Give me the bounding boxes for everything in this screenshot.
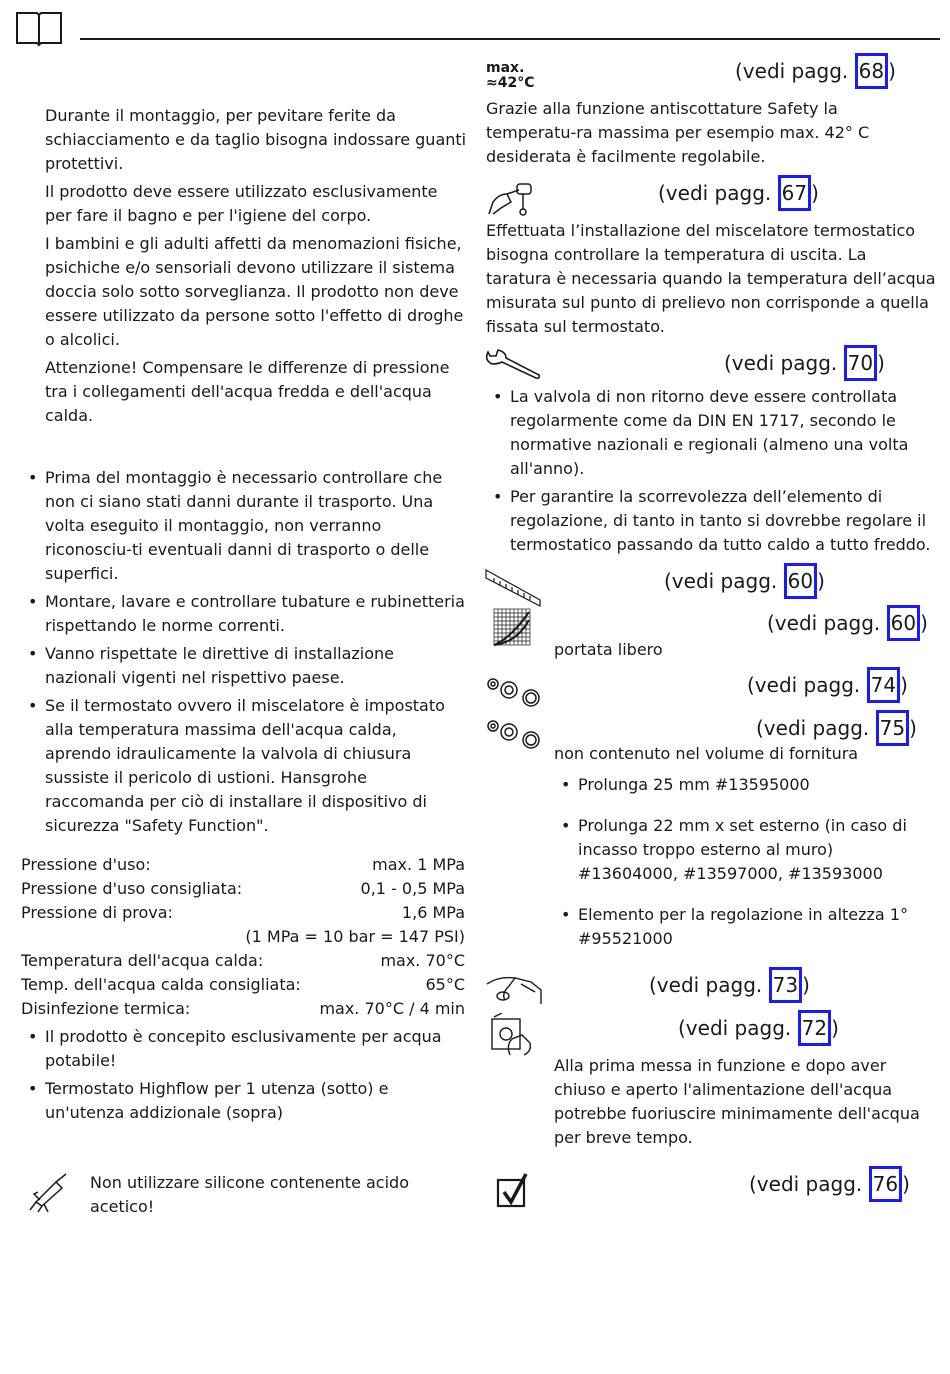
page-ref-label: (vedi pagg. [664, 569, 778, 593]
page-link[interactable]: 60 [784, 563, 817, 599]
spare-parts-icon [485, 674, 543, 708]
safety-paragraph: I bambini e gli adulti affetti da menomazioni fisiche, psichiche e/o sensoriali devono utilizzare il sistema doccia solo sotto sorveglianza. Il prodotto non deve essere utilizzato da persone sotto l'effetto di droghe o alcolici. [45, 234, 464, 349]
page-link[interactable]: 60 [887, 605, 920, 641]
thermometer-hand-icon [487, 180, 535, 218]
spec-row [21, 997, 465, 1021]
spec-value: max. 70°C [380, 951, 465, 970]
max-temp-value: ≈42°C [486, 75, 535, 91]
page-link[interactable]: 70 [844, 345, 877, 381]
page-link[interactable]: 76 [869, 1166, 902, 1202]
spec-value: (1 MPa = 10 bar = 147 PSI) [245, 927, 465, 946]
accessories-note: non contenuto nel volume di fornitura [554, 744, 859, 763]
page-ref [735, 58, 896, 89]
list-item: • Termostato Highflow per 1 utenza (sotto) e un'utenza addizionale (sopra) [21, 1077, 467, 1125]
list-item: • Per garantire la scorrevolezza dell’elemento di regolazione, di tanto in tanto si dovrebbe regolare il termostatico passando da tutto caldo a tutto freddo. [486, 485, 936, 557]
spare-parts-icon [485, 716, 543, 750]
page-ref-label: (vedi pagg. [749, 1172, 863, 1196]
page-ref-close: ) [888, 59, 896, 83]
page-ref [767, 610, 928, 641]
page-ref-label: (vedi pagg. [756, 716, 870, 740]
safety-paragraph: Attenzione! Compensare le differenze di pressione tra i collegamenti dell'acqua fredda e dell'acqua calda. [45, 358, 450, 425]
list-item: • Elemento per la regolazione in altezza 1° #95521000 [554, 903, 924, 951]
page-ref-close: ) [817, 569, 825, 593]
page-link[interactable]: 73 [769, 967, 802, 1003]
page-ref [658, 180, 819, 211]
silicone-gun-icon [26, 1172, 70, 1214]
page-ref-label: (vedi pagg. [747, 673, 861, 697]
list-item: • Montare, lavare e controllare tubature e rubinetteria rispettando le norme correnti. [21, 590, 467, 638]
accessories-list [554, 773, 924, 955]
spec-row [21, 925, 465, 949]
page-link[interactable]: 74 [867, 667, 900, 703]
page-ref [724, 350, 885, 381]
calibration-text: Effettuata l’installazione del miscelatore termostatico bisogna controllare la temperatura di uscita. La taratura è necessaria quando la temperatura dell’acqua misurata sul punto di prelievo non corrisponde a quella fissata sul termostato. [486, 221, 936, 336]
spec-value: 1,6 MPa [401, 903, 465, 922]
book-icon [15, 9, 63, 49]
page-ref [649, 972, 810, 1003]
page-link[interactable]: 67 [778, 175, 811, 211]
spec-row [21, 877, 465, 901]
page-link[interactable]: 75 [876, 710, 909, 746]
page-ref-close: ) [802, 973, 810, 997]
flow-text: portata libero [554, 640, 663, 659]
page-ref-label: (vedi pagg. [678, 1016, 792, 1040]
page-ref-close: ) [920, 611, 928, 635]
ruler-dimensions-icon [484, 566, 542, 608]
maintenance-notes [486, 385, 936, 561]
install-notes [21, 466, 467, 842]
operation-hand-icon [488, 1013, 534, 1057]
spec-label: Temp. dell'acqua calda consigliata: [21, 975, 301, 994]
page-ref-label: (vedi pagg. [735, 59, 849, 83]
list-item: • Prima del montaggio è necessario controllare che non ci siano stati danni durante il trasporto. Una volta eseguito il montaggio, non verranno riconosciu-ti eventuali danni di trasporto o delle superfici. [21, 466, 467, 586]
safety-text: Grazie alla funzione antiscottature Safety la temperatu-ra massima per esempio max. 42° C desiderata è facilmente regolabile. [486, 99, 870, 166]
spec-label: Disinfezione termica: [21, 999, 191, 1018]
page-ref-close: ) [811, 181, 819, 205]
spec-value: max. 1 MPa [372, 855, 465, 874]
safety-paragraph: Il prodotto deve essere utilizzato esclusivamente per fare il bagno e per l'igiene del corpo. [45, 182, 438, 225]
page-ref-close: ) [900, 673, 908, 697]
max-temp-icon [486, 61, 535, 91]
page-ref-label: (vedi pagg. [658, 181, 772, 205]
max-temp-line: max. [486, 60, 525, 76]
page-ref-close: ) [877, 351, 885, 375]
spec-label: Temperatura dell'acqua calda: [21, 951, 264, 970]
product-notes [21, 1025, 467, 1129]
spec-row [21, 949, 465, 973]
page-ref [664, 568, 825, 599]
spec-label: Pressione di prova: [21, 903, 173, 922]
spec-label: Pressione d'uso: [21, 855, 151, 874]
list-item: • Prolunga 22 mm x set esterno (in caso di incasso troppo esterno al muro) #13604000, #13597000, #13593000 [554, 814, 924, 886]
spec-label: Pressione d'uso consigliata: [21, 879, 243, 898]
header-rule [80, 38, 940, 40]
page-ref-label: (vedi pagg. [767, 611, 881, 635]
page-ref-label: (vedi pagg. [724, 351, 838, 375]
page-ref [749, 1171, 910, 1202]
page-ref-close: ) [909, 716, 917, 740]
wrench-icon [484, 348, 542, 382]
spec-value: 65°C [425, 975, 465, 994]
spec-value: max. 70°C / 4 min [319, 999, 465, 1018]
page-ref [678, 1015, 839, 1046]
spec-row [21, 853, 465, 877]
spec-value: 0,1 - 0,5 MPa [360, 879, 465, 898]
operation-text: Alla prima messa in funzione e dopo aver chiuso e aperto l'alimentazione dell'acqua potrebbe fuoriuscire minimamente dell'acqua per breve tempo. [554, 1056, 920, 1147]
page-link[interactable]: 68 [855, 53, 888, 89]
silicone-note: Non utilizzare silicone contenente acido acetico! [90, 1173, 409, 1216]
list-item: • Se il termostato ovvero il miscelatore è impostato alla temperatura massima dell'acqua calda, aprendo idraulicamente la valvola di chiusura sussiste il pericolo di ustioni. Hansgrohe raccomanda per ciò di installare il dispositivo di sicurezza "Safety Function". [21, 694, 467, 838]
page-ref-close: ) [902, 1172, 910, 1196]
flow-diagram-icon [493, 608, 531, 648]
list-item: • Il prodotto è concepito esclusivamente per acqua potabile! [21, 1025, 467, 1073]
page-ref [747, 672, 908, 703]
safety-paragraph: Durante il montaggio, per pevitare ferite da schiacciamento e da taglio bisogna indossare guanti protettivi. [45, 106, 467, 173]
spec-row [21, 973, 465, 997]
page-link[interactable]: 72 [798, 1010, 831, 1046]
page-ref-label: (vedi pagg. [649, 973, 763, 997]
spec-row [21, 901, 465, 925]
list-item: • Vanno rispettate le direttive di installazione nazionali vigenti nel rispettivo paese. [21, 642, 467, 690]
list-item: • Prolunga 25 mm #13595000 [554, 773, 924, 797]
safety-notes [45, 104, 467, 432]
cleaning-hand-icon [485, 970, 543, 1008]
list-item: • La valvola di non ritorno deve essere controllata regolarmente come da DIN EN 1717, secondo le normative nazionali e regionali (almeno una volta all'anno). [486, 385, 936, 481]
checkbox-icon [496, 1172, 530, 1210]
page-ref-close: ) [831, 1016, 839, 1040]
